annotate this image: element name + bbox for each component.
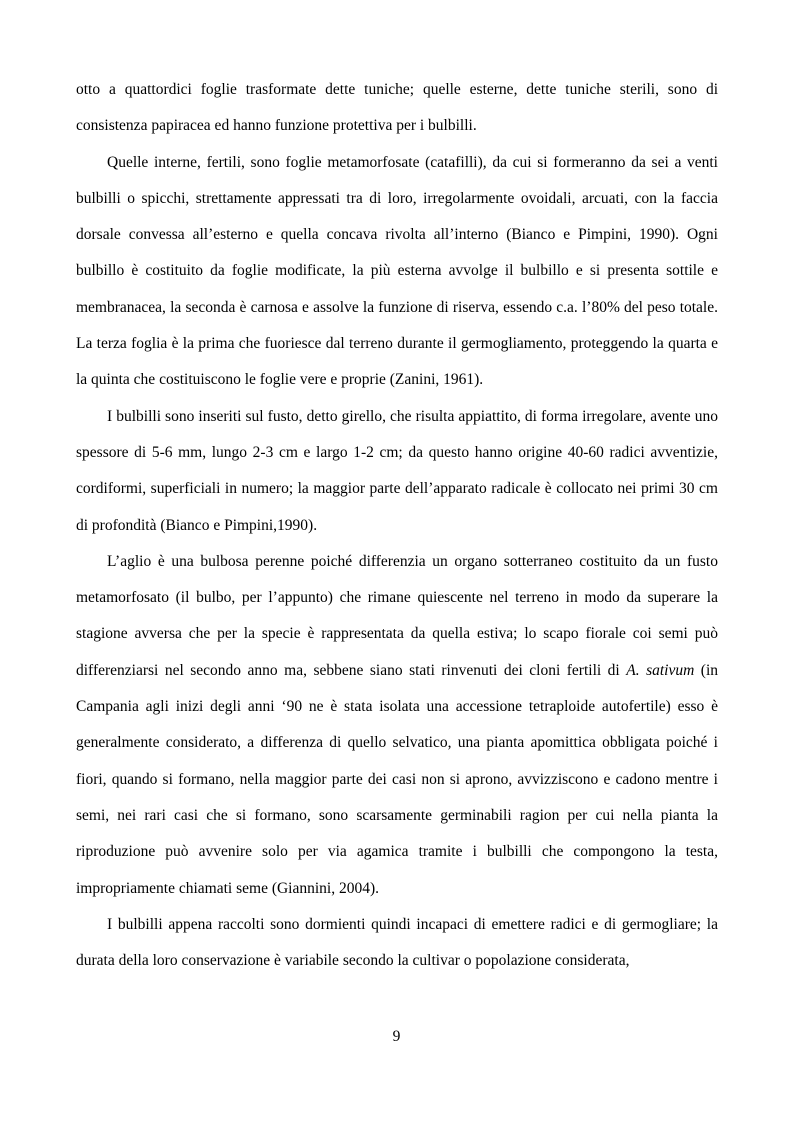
paragraph-4-part-2: (in Campania agli inizi degli anni ‘90 ne è stata isolata una accessione tetraploide autofertile) esso è generalmente considerato, a differenza di quello selvatico, una pianta apomittica obbligata poiché i fiori, quando si formano, nella maggior parte dei casi non si aprono, avvizziscono e cadono mentre i semi, nei rari casi che si formano, sono scarsamente germinabili ragion per cui nella pianta la riproduzione può avvenire solo per via agamica tramite i bulbilli che compongono la testa, impropriamente chiamati seme (Giannini, 2004). (76, 661, 719, 897)
paragraph-4-part-1: L’aglio è una bulbosa perenne poiché differenzia un organo sotterraneo costituito da un fusto metamorfosato (il bulbo, per l’appunto) che rimane quiescente nel terreno in modo da superare la stagione avversa che per la specie è rappresentata da quella estiva; lo scapo fiorale coi semi può differenziarsi nel secondo anno ma, sebbene siano stati rinvenuti dei cloni fertili di (76, 552, 718, 679)
paragraph-1: otto a quattordici foglie trasformate dette tuniche; quelle esterne, dette tuniche sterili, sono di consistenza papiracea ed hanno funzione protettiva per i bulbilli. (76, 81, 718, 135)
paragraph-3: I bulbilli sono inseriti sul fusto, detto girello, che risulta appiattito, di forma irregolare, avente uno spessore di 5-6 mm, lungo 2-3 cm e largo 1-2 cm; da questo hanno origine 40-60 radici avventizie, cordiformi, superficiali in numero; la maggior parte dell’apparato radicale è collocato nei primi 30 cm di profondità (Bianco e Pimpini,1990). (76, 407, 718, 534)
page-number: 9 (392, 1028, 401, 1045)
body-text (76, 72, 718, 979)
species-name-italic: A. sativum (626, 661, 695, 679)
paragraph-5: I bulbilli appena raccolti sono dormienti quindi incapaci di emettere radici e di germogliare; la durata della loro conservazione è variabile secondo la cultivar o popolazione considerata, (76, 915, 718, 970)
paragraph-4 (76, 544, 718, 907)
paragraph-2: Quelle interne, fertili, sono foglie metamorfosate (catafilli), da cui si formeranno da sei a venti bulbilli o spicchi, strettamente appressati tra di loro, irregolarmente ovoidali, arcuati, con la faccia dorsale convessa all’esterno e quella concava rivolta all’interno (Bianco e Pimpini, 1990). Ogni bulbillo è costituito da foglie modificate, la più esterna avvolge il bulbillo e si presenta sottile e membranacea, la seconda è carnosa e assolve la funzione di riserva, essendo c.a. l’80% del peso totale. La terza foglia è la prima che fuoriesce dal terreno durante il germogliamento, proteggendo la quarta e la quinta che costituiscono le foglie vere e proprie (Zanini, 1961). (76, 153, 718, 389)
